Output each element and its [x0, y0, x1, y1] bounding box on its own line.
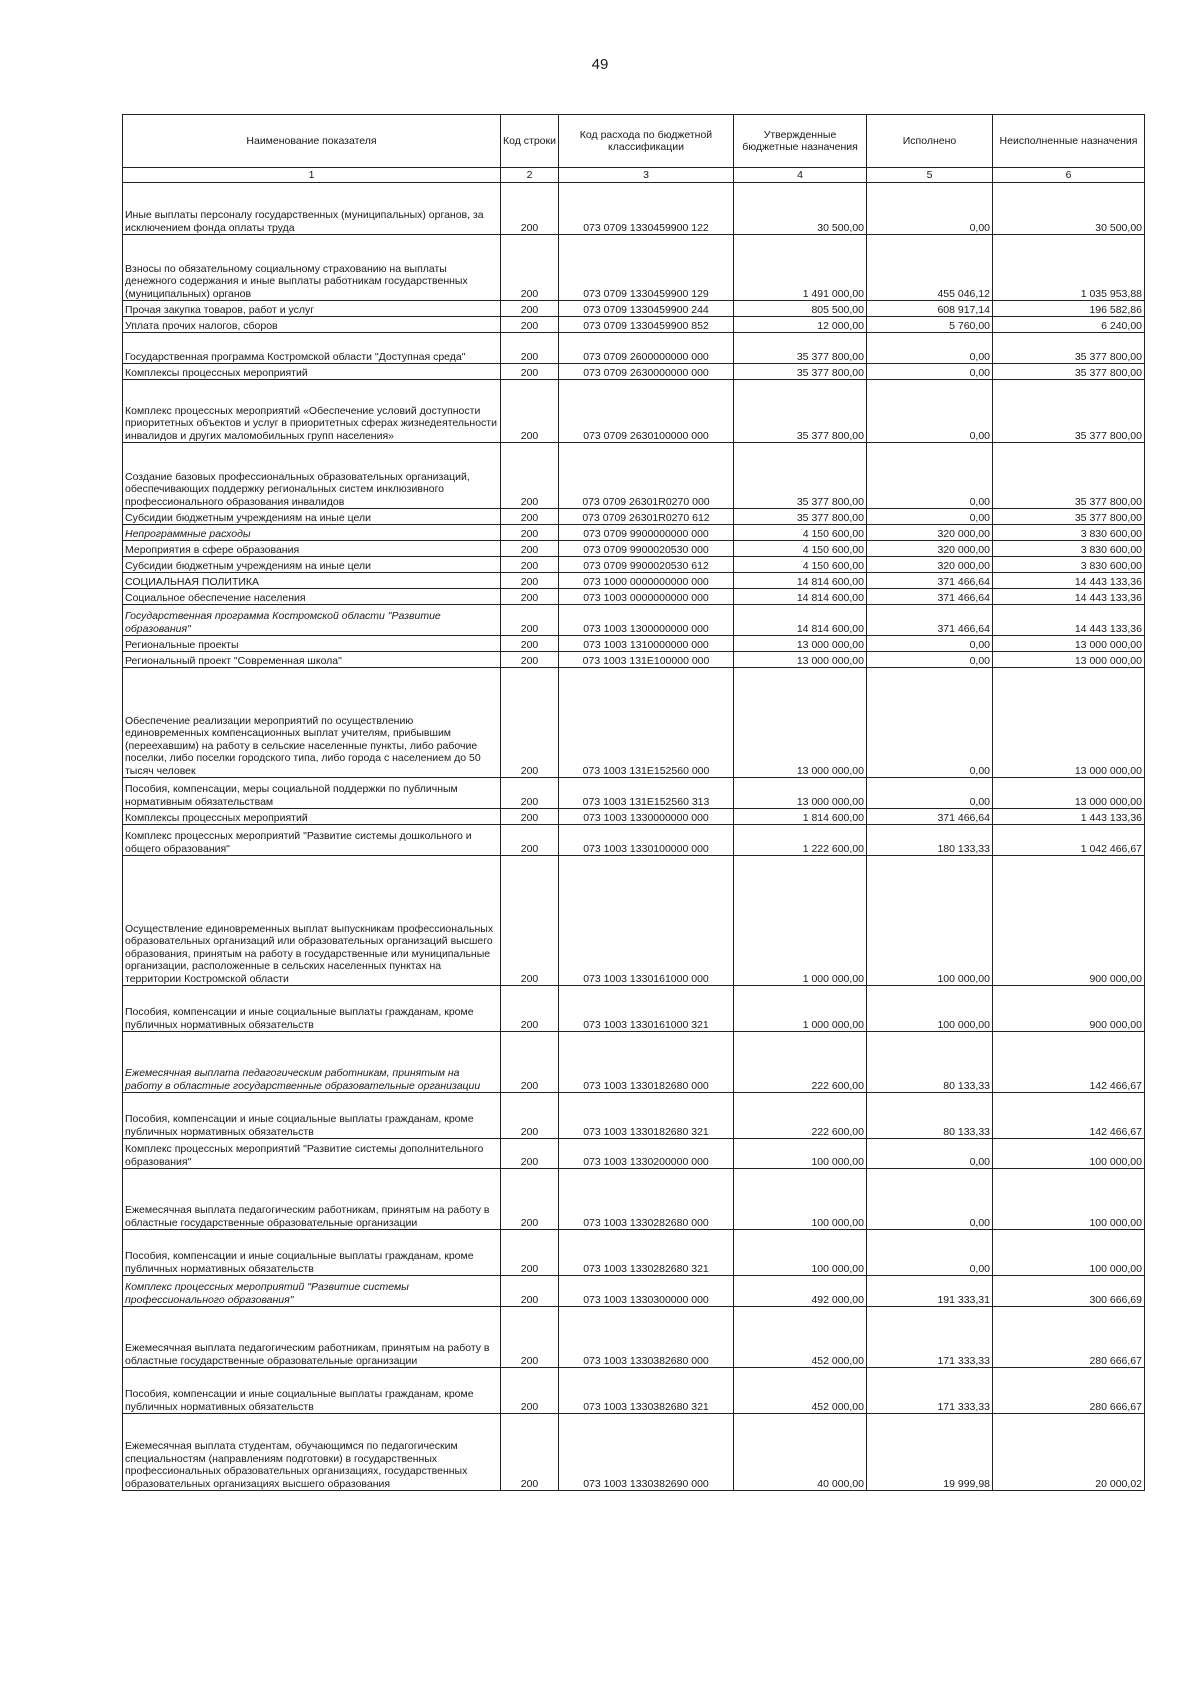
row-budget-code: 073 0709 1330459900 122	[559, 183, 734, 235]
row-executed: 0,00	[867, 1139, 993, 1169]
table-row	[123, 317, 1145, 333]
table-row	[123, 1093, 1145, 1139]
row-line-code: 200	[501, 317, 559, 333]
row-executed: 0,00	[867, 636, 993, 652]
row-line-code: 200	[501, 986, 559, 1032]
row-name: Осуществление единовременных выплат выпускникам профессиональных образовательных организаций или образовательных организаций высшего образования, принятым на работу в государственные или муниципальные организации, расположенные в сельских населенных пунктах на территории Костромской области	[123, 856, 501, 986]
row-executed: 371 466,64	[867, 605, 993, 636]
row-approved: 35 377 800,00	[734, 333, 867, 364]
row-line-code: 200	[501, 1368, 559, 1414]
header-approved: Утвержденные бюджетные назначения	[734, 115, 867, 168]
row-name: Государственная программа Костромской области "Развитие образования"	[123, 605, 501, 636]
table-row	[123, 1307, 1145, 1368]
row-name: Комплексы процессных мероприятий	[123, 364, 501, 380]
row-approved: 4 150 600,00	[734, 557, 867, 573]
row-budget-code: 073 1003 1330382680 321	[559, 1368, 734, 1414]
header-budget-code: Код расхода по бюджетной классификации	[559, 115, 734, 168]
row-line-code: 200	[501, 443, 559, 509]
row-budget-code: 073 1003 1330382680 000	[559, 1307, 734, 1368]
row-executed: 371 466,64	[867, 809, 993, 825]
row-unexecuted: 1 443 133,36	[993, 809, 1145, 825]
row-name: Уплата прочих налогов, сборов	[123, 317, 501, 333]
row-unexecuted: 35 377 800,00	[993, 380, 1145, 443]
row-approved: 1 814 600,00	[734, 809, 867, 825]
row-unexecuted: 35 377 800,00	[993, 333, 1145, 364]
row-budget-code: 073 1003 1300000000 000	[559, 605, 734, 636]
header-executed: Исполнено	[867, 115, 993, 168]
row-unexecuted: 1 035 953,88	[993, 235, 1145, 301]
row-approved: 30 500,00	[734, 183, 867, 235]
row-line-code: 200	[501, 364, 559, 380]
row-executed: 19 999,98	[867, 1414, 993, 1491]
row-name: Региональные проекты	[123, 636, 501, 652]
row-approved: 805 500,00	[734, 301, 867, 317]
row-unexecuted: 35 377 800,00	[993, 443, 1145, 509]
column-number: 4	[734, 168, 867, 183]
row-name: Непрограммные расходы	[123, 525, 501, 541]
row-line-code: 200	[501, 1414, 559, 1491]
row-executed: 80 133,33	[867, 1093, 993, 1139]
row-budget-code: 073 1003 131E152560 313	[559, 778, 734, 809]
row-executed: 320 000,00	[867, 541, 993, 557]
table-row	[123, 1276, 1145, 1307]
row-budget-code: 073 1003 1330282680 321	[559, 1230, 734, 1276]
row-unexecuted: 280 666,67	[993, 1368, 1145, 1414]
table-row	[123, 301, 1145, 317]
row-unexecuted: 900 000,00	[993, 856, 1145, 986]
row-line-code: 200	[501, 557, 559, 573]
row-approved: 14 814 600,00	[734, 605, 867, 636]
row-approved: 100 000,00	[734, 1169, 867, 1230]
row-line-code: 200	[501, 525, 559, 541]
row-executed: 100 000,00	[867, 856, 993, 986]
row-name: Комплекс процессных мероприятий "Развитие системы дошкольного и общего образования"	[123, 825, 501, 856]
table-row	[123, 636, 1145, 652]
row-line-code: 200	[501, 541, 559, 557]
row-line-code: 200	[501, 1230, 559, 1276]
table-row	[123, 1368, 1145, 1414]
row-line-code: 200	[501, 1307, 559, 1368]
row-budget-code: 073 0709 1330459900 129	[559, 235, 734, 301]
row-unexecuted: 35 377 800,00	[993, 509, 1145, 525]
row-name: Ежемесячная выплата педагогическим работникам, принятым на работу в областные государственные образовательные организации	[123, 1169, 501, 1230]
row-budget-code: 073 0709 2600000000 000	[559, 333, 734, 364]
row-executed: 0,00	[867, 1230, 993, 1276]
row-budget-code: 073 1003 0000000000 000	[559, 589, 734, 605]
table-row	[123, 809, 1145, 825]
table-row	[123, 1032, 1145, 1093]
row-line-code: 200	[501, 809, 559, 825]
row-unexecuted: 280 666,67	[993, 1307, 1145, 1368]
table-row	[123, 778, 1145, 809]
row-unexecuted: 3 830 600,00	[993, 541, 1145, 557]
budget-report-table	[122, 114, 1145, 1491]
row-name: Социальное обеспечение населения	[123, 589, 501, 605]
row-executed: 0,00	[867, 443, 993, 509]
table-row	[123, 986, 1145, 1032]
row-unexecuted: 30 500,00	[993, 183, 1145, 235]
row-executed: 0,00	[867, 668, 993, 778]
row-line-code: 200	[501, 573, 559, 589]
row-line-code: 200	[501, 235, 559, 301]
table-row	[123, 557, 1145, 573]
table-row	[123, 668, 1145, 778]
row-line-code: 200	[501, 1032, 559, 1093]
row-budget-code: 073 1003 1330182680 000	[559, 1032, 734, 1093]
row-executed: 371 466,64	[867, 589, 993, 605]
row-line-code: 200	[501, 183, 559, 235]
row-unexecuted: 13 000 000,00	[993, 668, 1145, 778]
column-number: 1	[123, 168, 501, 183]
table-row	[123, 856, 1145, 986]
column-number: 2	[501, 168, 559, 183]
row-line-code: 200	[501, 605, 559, 636]
row-budget-code: 073 1003 1310000000 000	[559, 636, 734, 652]
row-name: Мероприятия в сфере образования	[123, 541, 501, 557]
row-approved: 4 150 600,00	[734, 541, 867, 557]
row-unexecuted: 900 000,00	[993, 986, 1145, 1032]
row-line-code: 200	[501, 301, 559, 317]
row-unexecuted: 1 042 466,67	[993, 825, 1145, 856]
row-budget-code: 073 1003 1330161000 000	[559, 856, 734, 986]
row-line-code: 200	[501, 1093, 559, 1139]
row-unexecuted: 13 000 000,00	[993, 652, 1145, 668]
row-unexecuted: 3 830 600,00	[993, 557, 1145, 573]
table-row	[123, 380, 1145, 443]
row-budget-code: 073 1003 1330300000 000	[559, 1276, 734, 1307]
row-executed: 0,00	[867, 1169, 993, 1230]
row-approved: 12 000,00	[734, 317, 867, 333]
row-unexecuted: 300 666,69	[993, 1276, 1145, 1307]
row-approved: 1 000 000,00	[734, 986, 867, 1032]
table-row	[123, 509, 1145, 525]
row-budget-code: 073 0709 9900020530 612	[559, 557, 734, 573]
table-row	[123, 825, 1145, 856]
row-approved: 4 150 600,00	[734, 525, 867, 541]
row-unexecuted: 14 443 133,36	[993, 573, 1145, 589]
row-executed: 0,00	[867, 778, 993, 809]
row-name: Комплекс процессных мероприятий "Развитие системы дополнительного образования"	[123, 1139, 501, 1169]
row-budget-code: 073 1003 1330200000 000	[559, 1139, 734, 1169]
row-name: Ежемесячная выплата педагогическим работникам, принятым на работу в областные государственные образовательные организации	[123, 1307, 501, 1368]
row-executed: 0,00	[867, 509, 993, 525]
row-executed: 0,00	[867, 333, 993, 364]
header-line-code: Код строки	[501, 115, 559, 168]
row-budget-code: 073 0709 9900000000 000	[559, 525, 734, 541]
row-approved: 452 000,00	[734, 1368, 867, 1414]
row-executed: 0,00	[867, 652, 993, 668]
row-name: Комплекс процессных мероприятий «Обеспечение условий доступности приоритетных объектов и услуг в приоритетных сферах жизнедеятельности инвалидов и других маломобильных групп населения»	[123, 380, 501, 443]
row-budget-code: 073 1003 131E152560 000	[559, 668, 734, 778]
row-line-code: 200	[501, 509, 559, 525]
row-executed: 100 000,00	[867, 986, 993, 1032]
row-approved: 13 000 000,00	[734, 636, 867, 652]
row-budget-code: 073 1003 1330000000 000	[559, 809, 734, 825]
row-unexecuted: 13 000 000,00	[993, 636, 1145, 652]
table-row	[123, 183, 1145, 235]
header-row	[123, 115, 1145, 168]
row-approved: 13 000 000,00	[734, 668, 867, 778]
row-budget-code: 073 1003 131E100000 000	[559, 652, 734, 668]
table-row	[123, 364, 1145, 380]
report-body	[123, 183, 1145, 1491]
row-name: Субсидии бюджетным учреждениям на иные цели	[123, 557, 501, 573]
row-approved: 13 000 000,00	[734, 778, 867, 809]
row-budget-code: 073 1003 1330282680 000	[559, 1169, 734, 1230]
column-number-row	[123, 168, 1145, 183]
row-budget-code: 073 0709 1330459900 244	[559, 301, 734, 317]
row-executed: 320 000,00	[867, 557, 993, 573]
row-approved: 222 600,00	[734, 1032, 867, 1093]
row-line-code: 200	[501, 778, 559, 809]
row-approved: 222 600,00	[734, 1093, 867, 1139]
row-name: Комплексы процессных мероприятий	[123, 809, 501, 825]
column-number: 5	[867, 168, 993, 183]
row-executed: 80 133,33	[867, 1032, 993, 1093]
row-name: Взносы по обязательному социальному страхованию на выплаты денежного содержания и иные выплаты работникам государственных (муниципальных) органов	[123, 235, 501, 301]
row-executed: 320 000,00	[867, 525, 993, 541]
table-row	[123, 1230, 1145, 1276]
row-approved: 14 814 600,00	[734, 589, 867, 605]
row-budget-code: 073 0709 9900020530 000	[559, 541, 734, 557]
row-name: Прочая закупка товаров, работ и услуг	[123, 301, 501, 317]
row-executed: 171 333,33	[867, 1368, 993, 1414]
row-line-code: 200	[501, 825, 559, 856]
row-executed: 0,00	[867, 364, 993, 380]
table-row	[123, 525, 1145, 541]
row-line-code: 200	[501, 856, 559, 986]
row-approved: 100 000,00	[734, 1139, 867, 1169]
row-executed: 180 133,33	[867, 825, 993, 856]
row-name: Комплекс процессных мероприятий "Развитие системы профессионального образования"	[123, 1276, 501, 1307]
table-row	[123, 605, 1145, 636]
row-line-code: 200	[501, 1169, 559, 1230]
row-executed: 0,00	[867, 380, 993, 443]
row-line-code: 200	[501, 636, 559, 652]
row-name: Пособия, компенсации и иные социальные выплаты гражданам, кроме публичных нормативных обязательств	[123, 1230, 501, 1276]
row-budget-code: 073 0709 26301R0270 000	[559, 443, 734, 509]
row-approved: 1 491 000,00	[734, 235, 867, 301]
row-name: Создание базовых профессиональных образовательных организаций, обеспечивающих поддержку региональных систем инклюзивного профессионального образования инвалидов	[123, 443, 501, 509]
row-unexecuted: 14 443 133,36	[993, 605, 1145, 636]
row-name: Ежемесячная выплата студентам, обучающимся по педагогическим специальностям (направлениям подготовки) в государственных профессиональных образовательных организациях, государственных образовательных организациях высшего образования	[123, 1414, 501, 1491]
row-name: Региональный проект "Современная школа"	[123, 652, 501, 668]
row-approved: 100 000,00	[734, 1230, 867, 1276]
table-row	[123, 1169, 1145, 1230]
row-unexecuted: 100 000,00	[993, 1230, 1145, 1276]
table-row	[123, 541, 1145, 557]
row-approved: 35 377 800,00	[734, 509, 867, 525]
row-budget-code: 073 0709 2630000000 000	[559, 364, 734, 380]
row-name: Пособия, компенсации, меры социальной поддержки по публичным нормативным обязательствам	[123, 778, 501, 809]
row-executed: 5 760,00	[867, 317, 993, 333]
column-number: 3	[559, 168, 734, 183]
row-executed: 171 333,33	[867, 1307, 993, 1368]
row-unexecuted: 35 377 800,00	[993, 364, 1145, 380]
table-row	[123, 443, 1145, 509]
row-unexecuted: 3 830 600,00	[993, 525, 1145, 541]
table-row	[123, 1414, 1145, 1491]
table-row	[123, 589, 1145, 605]
row-approved: 1 000 000,00	[734, 856, 867, 986]
row-line-code: 200	[501, 1276, 559, 1307]
row-name: СОЦИАЛЬНАЯ ПОЛИТИКА	[123, 573, 501, 589]
row-budget-code: 073 1000 0000000000 000	[559, 573, 734, 589]
row-name: Субсидии бюджетным учреждениям на иные цели	[123, 509, 501, 525]
row-line-code: 200	[501, 333, 559, 364]
row-budget-code: 073 1003 1330161000 321	[559, 986, 734, 1032]
row-unexecuted: 142 466,67	[993, 1093, 1145, 1139]
row-name: Иные выплаты персоналу государственных (муниципальных) органов, за исключением фонда оплаты труда	[123, 183, 501, 235]
row-approved: 13 000 000,00	[734, 652, 867, 668]
row-name: Обеспечение реализации мероприятий по осуществлению единовременных компенсационных выплат учителям, прибывшим (переехавшим) на работу в сельские населенные пункты, либо рабочие поселки, либо поселки городского типа, либо города с населением до 50 тысяч человек	[123, 668, 501, 778]
row-executed: 455 046,12	[867, 235, 993, 301]
row-approved: 1 222 600,00	[734, 825, 867, 856]
row-line-code: 200	[501, 380, 559, 443]
row-name: Государственная программа Костромской области "Доступная среда"	[123, 333, 501, 364]
table-row	[123, 1139, 1145, 1169]
row-unexecuted: 100 000,00	[993, 1139, 1145, 1169]
row-line-code: 200	[501, 589, 559, 605]
table-row	[123, 573, 1145, 589]
row-approved: 40 000,00	[734, 1414, 867, 1491]
row-name: Пособия, компенсации и иные социальные выплаты гражданам, кроме публичных нормативных обязательств	[123, 1368, 501, 1414]
row-approved: 452 000,00	[734, 1307, 867, 1368]
header-unexecuted: Неисполненные назначения	[993, 115, 1145, 168]
table-row	[123, 235, 1145, 301]
row-line-code: 200	[501, 668, 559, 778]
row-unexecuted: 6 240,00	[993, 317, 1145, 333]
table-row	[123, 333, 1145, 364]
row-name: Пособия, компенсации и иные социальные выплаты гражданам, кроме публичных нормативных обязательств	[123, 1093, 501, 1139]
table-row	[123, 652, 1145, 668]
row-unexecuted: 142 466,67	[993, 1032, 1145, 1093]
header-name: Наименование показателя	[123, 115, 501, 168]
row-approved: 35 377 800,00	[734, 364, 867, 380]
row-name: Ежемесячная выплата педагогическим работникам, принятым на работу в областные государственные образовательные организации	[123, 1032, 501, 1093]
row-budget-code: 073 0709 26301R0270 612	[559, 509, 734, 525]
row-line-code: 200	[501, 652, 559, 668]
row-executed: 371 466,64	[867, 573, 993, 589]
row-approved: 14 814 600,00	[734, 573, 867, 589]
row-approved: 35 377 800,00	[734, 443, 867, 509]
row-unexecuted: 13 000 000,00	[993, 778, 1145, 809]
row-unexecuted: 196 582,86	[993, 301, 1145, 317]
row-approved: 492 000,00	[734, 1276, 867, 1307]
row-executed: 608 917,14	[867, 301, 993, 317]
row-executed: 191 333,31	[867, 1276, 993, 1307]
row-name: Пособия, компенсации и иные социальные выплаты гражданам, кроме публичных нормативных обязательств	[123, 986, 501, 1032]
row-unexecuted: 100 000,00	[993, 1169, 1145, 1230]
row-line-code: 200	[501, 1139, 559, 1169]
row-budget-code: 073 1003 1330382690 000	[559, 1414, 734, 1491]
row-approved: 35 377 800,00	[734, 380, 867, 443]
row-executed: 0,00	[867, 183, 993, 235]
row-budget-code: 073 1003 1330182680 321	[559, 1093, 734, 1139]
row-budget-code: 073 0709 2630100000 000	[559, 380, 734, 443]
page-number: 49	[591, 56, 609, 73]
column-number: 6	[993, 168, 1145, 183]
row-budget-code: 073 1003 1330100000 000	[559, 825, 734, 856]
row-budget-code: 073 0709 1330459900 852	[559, 317, 734, 333]
row-unexecuted: 14 443 133,36	[993, 589, 1145, 605]
row-unexecuted: 20 000,02	[993, 1414, 1145, 1491]
